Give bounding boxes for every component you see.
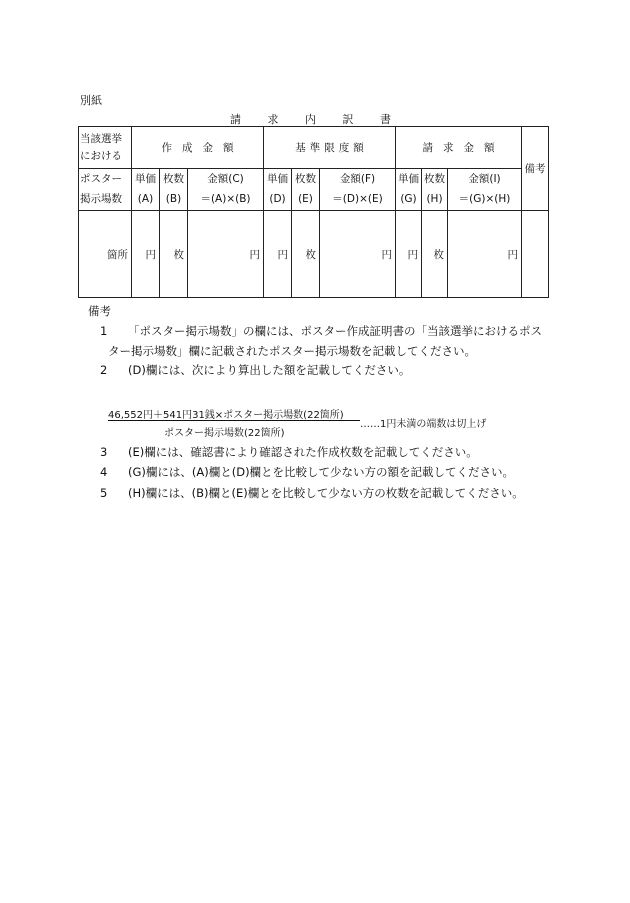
header-line: (D) — [269, 192, 286, 205]
count-e-header — [292, 169, 320, 211]
unit-price-g-header — [396, 169, 422, 211]
notes-section — [80, 302, 542, 381]
formula-rounding-note: ……1円未満の端数は切上げ — [360, 419, 487, 430]
notes-section-continued — [80, 442, 524, 503]
header-char: 金 — [202, 142, 213, 154]
unit-price-d-header — [264, 169, 292, 211]
entry-row — [79, 211, 549, 298]
header-row-2 — [79, 169, 549, 211]
header-row-1 — [79, 127, 549, 169]
header-line: 金額(F) — [339, 172, 376, 185]
header-line: 当該選挙 — [80, 132, 122, 145]
count-e-cell: 枚 — [292, 211, 320, 298]
title-char: 求 — [267, 113, 279, 126]
notes-heading: 備考 — [88, 304, 111, 318]
posters-sites-header-cont — [79, 169, 132, 211]
header-line: 金額(I) — [468, 172, 501, 185]
header-line: ＝(A)×(B) — [200, 192, 251, 205]
amount-f-cell: 円 — [320, 211, 396, 298]
note-item — [80, 361, 542, 381]
header-char: 作 — [161, 142, 172, 154]
fraction-bar — [108, 420, 360, 421]
title-char: 訳 — [342, 113, 354, 126]
sites-cell: 箇所 — [79, 211, 132, 298]
standard-limit-header — [264, 127, 396, 169]
header-line: 掲示場数 — [80, 192, 122, 205]
note-item-cont — [80, 342, 542, 362]
header-line: ＝(G)×(H) — [458, 192, 511, 205]
note-number: 2 — [100, 363, 108, 378]
note-item — [80, 462, 524, 482]
header-line: (H) — [426, 192, 443, 205]
count-b-cell: 枚 — [160, 211, 188, 298]
note-item — [80, 442, 524, 462]
note-item — [80, 322, 542, 342]
header-char: 成 — [182, 142, 193, 154]
header-line: ＝(D)×(E) — [332, 192, 383, 205]
header-line: 枚数 — [295, 172, 316, 185]
remarks-cell — [522, 211, 549, 298]
amount-c-header — [188, 169, 264, 211]
header-line: (G) — [400, 192, 417, 205]
posters-sites-header — [79, 127, 132, 169]
title-char: 書 — [380, 113, 391, 126]
count-b-header — [160, 169, 188, 211]
header-char: 額 — [353, 142, 364, 154]
breakdown-table — [78, 126, 549, 298]
unit-price-g-cell: 円 — [396, 211, 422, 298]
calculation-formula — [108, 406, 528, 440]
amount-c-cell: 円 — [188, 211, 264, 298]
header-line: 金額(C) — [207, 172, 244, 185]
note-text: (D)欄には、次により算出した額を記載してください。 — [128, 363, 411, 378]
header-line: ポスター — [80, 172, 122, 185]
header-line: (B) — [165, 192, 182, 205]
annex-label: 別紙 — [80, 94, 102, 107]
formula-denominator: ポスター掲示場数(22箇所) — [164, 428, 285, 439]
title-char: 請 — [230, 113, 241, 126]
unit-price-a-cell: 円 — [132, 211, 160, 298]
count-h-header — [422, 169, 448, 211]
note-text: (H)欄には、(B)欄と(E)欄とを比較して少ない方の枚数を記載してください。 — [128, 485, 524, 500]
note-item — [80, 483, 524, 503]
amount-i-header — [448, 169, 522, 211]
amount-i-cell: 円 — [448, 211, 522, 298]
header-line: 単価 — [267, 172, 288, 185]
note-text: 「ポスター掲示場数」の欄には、ポスター作成証明書の「当該選挙におけるポス — [128, 323, 542, 338]
unit-price-d-cell: 円 — [264, 211, 292, 298]
header-char: 限 — [324, 142, 335, 154]
header-char: 額 — [484, 142, 495, 154]
count-h-cell: 枚 — [422, 211, 448, 298]
header-line: (A) — [137, 192, 154, 205]
header-char: 準 — [309, 142, 321, 154]
unit-price-a-header — [132, 169, 160, 211]
document-title — [230, 111, 414, 127]
header-char: 基 — [295, 142, 306, 154]
note-number: 4 — [100, 465, 108, 480]
note-text: (E)欄には、確認書により確認された作成枚数を記載してください。 — [128, 445, 478, 459]
header-line: 枚数 — [424, 172, 445, 185]
amount-f-header — [320, 169, 396, 211]
header-line: 枚数 — [163, 172, 184, 185]
header-line: 単価 — [135, 172, 156, 185]
header-char: 求 — [443, 142, 454, 154]
header-line: 単価 — [398, 172, 419, 185]
production-amount-header — [132, 127, 264, 169]
header-char: 請 — [422, 142, 433, 154]
formula-numerator: 46,552円＋541円31銭×ポスター掲示場数(22箇所) — [108, 410, 344, 421]
claim-amount-header — [396, 127, 522, 169]
note-number: 1 — [100, 323, 108, 338]
header-char: 度 — [338, 142, 350, 154]
header-char: 金 — [463, 142, 474, 154]
title-char: 内 — [305, 113, 316, 126]
header-line: (E) — [298, 192, 313, 205]
header-char: 額 — [223, 142, 234, 154]
note-text: ター掲示場数」欄に記載されたポスター掲示場数を記載してください。 — [108, 343, 476, 358]
remarks-header: 備考 — [522, 127, 549, 211]
note-text: (G)欄には、(A)欄と(D)欄とを比較して少ない方の額を記載してください。 — [128, 465, 515, 480]
header-line: における — [80, 149, 122, 162]
note-number: 3 — [100, 445, 108, 459]
note-number: 5 — [100, 485, 108, 500]
